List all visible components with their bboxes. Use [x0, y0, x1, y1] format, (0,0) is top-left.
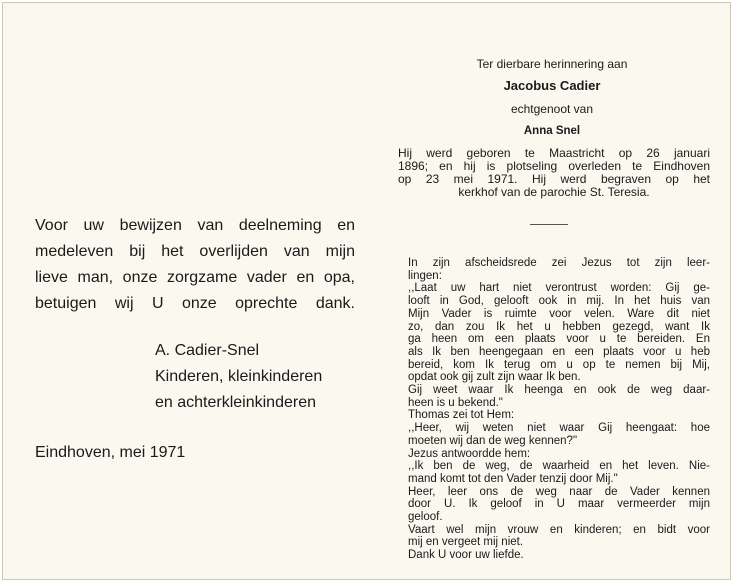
- bio-line: op 23 mei 1971. Hij werd begraven op het: [398, 172, 710, 186]
- thanks-line: medeleven bij het overlijden van mijn: [35, 243, 355, 260]
- verse-line: Dank U voor uw liefde.: [408, 549, 524, 562]
- verse-line: ,,Heer, wij weten niet waar Gij heengaat: hoe: [408, 422, 710, 435]
- signatory: Kinderen, kleinkinderen: [155, 368, 323, 385]
- left-panel: [3, 3, 370, 579]
- verse-line: opdat ook gij zult zijn waar Ik ben.: [408, 371, 581, 384]
- verse-line: Heer, leer ons de weg naar de Vader kennen: [408, 485, 710, 498]
- verse-line: Jezus antwoordde hem:: [408, 447, 531, 460]
- verse-line: als Ik ben heengegaan en een plaats voor u heb: [408, 345, 710, 358]
- right-panel: [370, 3, 732, 579]
- biography: [398, 147, 710, 199]
- signatory: en achterkleinkinderen: [155, 394, 316, 411]
- divider: [530, 224, 568, 225]
- place-date: Eindhoven, mei 1971: [35, 444, 186, 461]
- verse-line: ga heen om een plaats voor u te bereiden. En: [408, 333, 710, 346]
- verse-line: ,,Laat uw hart niet verontrust worden: Gij ge-: [408, 282, 710, 295]
- bio-line: kerkhof van de parochie St. Teresia.: [458, 185, 650, 199]
- verse-text: [408, 257, 710, 562]
- verse-line: moeten wij dan de weg kennen?": [408, 434, 578, 447]
- memory-header: Ter dierbare herinnering aan: [476, 57, 628, 71]
- verse-line: geloof.: [408, 511, 443, 524]
- verse-line: In zijn afscheidsrede zei Jezus tot zijn leer-: [408, 257, 710, 269]
- thanks-line: lieve man, onze zorgzame vader en opa,: [35, 269, 355, 286]
- verse-line: ,,Ik ben de weg, de waarheid en het leven. Nie-: [408, 460, 710, 473]
- verse-line: zo, dan zou Ik het u hebben gezegd, want Ik: [408, 320, 710, 333]
- verse-line: heen is u bekend.": [408, 396, 503, 409]
- signatories: [155, 338, 365, 416]
- thanks-line: betuigen wij U onze oprechte dank.: [35, 295, 355, 312]
- verse-line: mand komt tot den Vader tenzij door Mij.": [408, 472, 618, 485]
- verse-line: mij en vergeet mij niet.: [408, 536, 524, 549]
- verse-line: lingen:: [408, 269, 442, 282]
- memorial-card: [2, 2, 731, 580]
- bio-line: 1896; en hij is plotseling overleden te Eindhoven: [398, 159, 710, 173]
- verse-line: looft in God, gelooft ook in mij. In het huis van: [408, 295, 710, 308]
- signatory: A. Cadier-Snel: [155, 342, 260, 359]
- verse-line: door U. Ik geloof in U maar vermeerder mijn: [408, 498, 710, 511]
- thanks-message: [35, 213, 355, 317]
- verse-line: Mijn Vader is ruimte voor velen. Ware dit niet: [408, 307, 710, 320]
- verse-line: Thomas zei tot Hem:: [408, 409, 515, 422]
- spouse-label: echtgenoot van: [510, 102, 594, 116]
- verse-line: Vaart wel mijn vrouw en kinderen; en bidt voor: [408, 523, 710, 536]
- bio-line: Hij werd geboren te Maastricht op 26 januari: [398, 146, 710, 160]
- verse-line: bereid, kom Ik terug om u op te nemen bij Mij,: [408, 358, 710, 371]
- spouse-name: Anna Snel: [523, 125, 581, 137]
- thanks-line: Voor uw bewijzen van deelneming en: [35, 217, 355, 234]
- verse-line: Gij weet waar Ik heenga en ook de weg daar-: [408, 384, 710, 397]
- deceased-name: Jacobus Cadier: [503, 78, 601, 93]
